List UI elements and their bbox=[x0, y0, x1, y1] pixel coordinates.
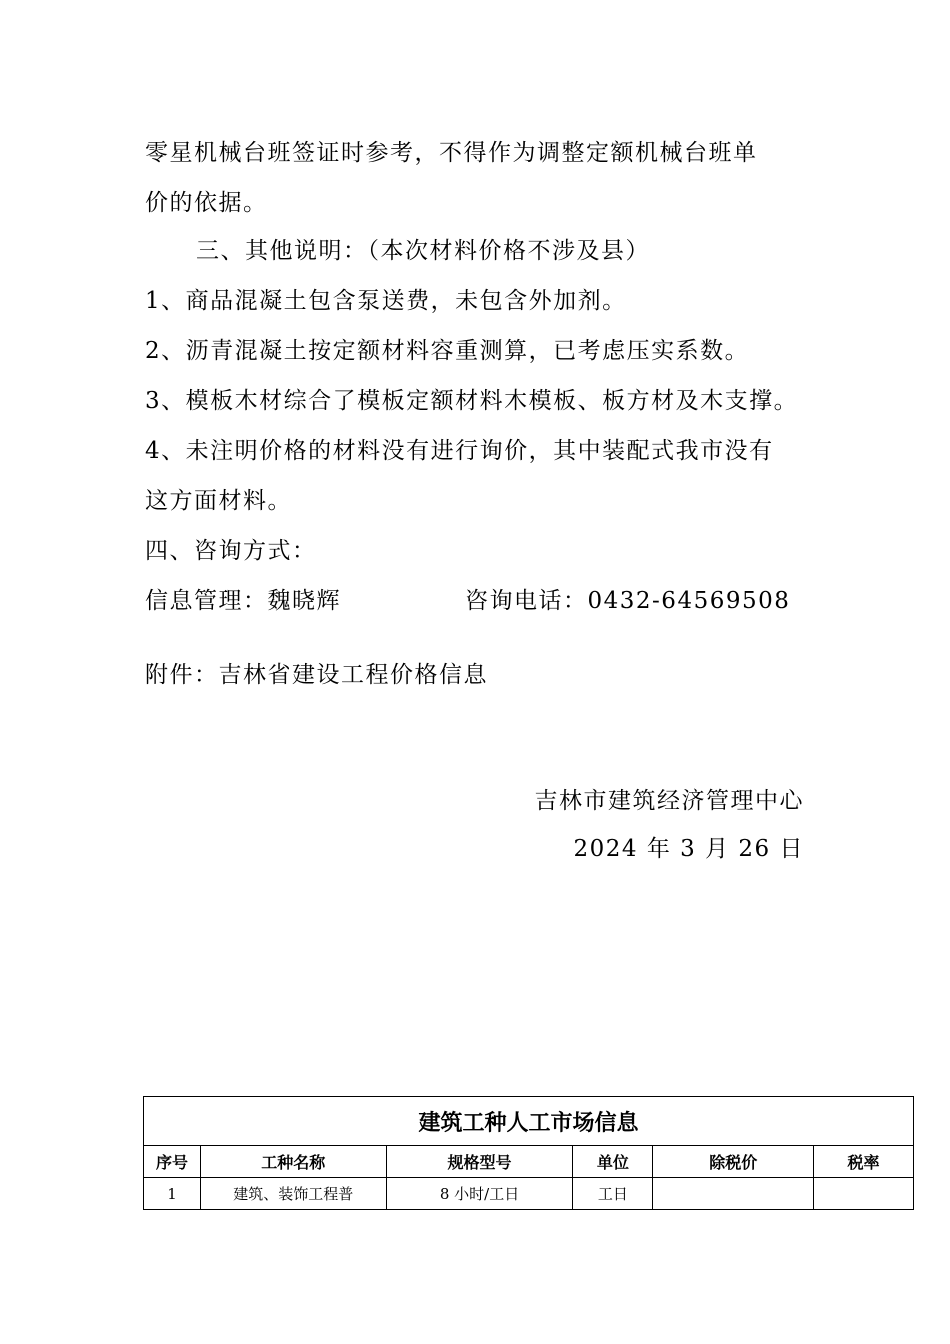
column-header-tax-rate: 税率 bbox=[814, 1146, 914, 1178]
table-cell: 建筑、装饰工程普 bbox=[200, 1178, 386, 1210]
note-item-4: 4、未注明价格的材料没有进行询价，其中装配式我市没有 bbox=[145, 438, 774, 464]
column-header-trade: 工种名称 bbox=[200, 1146, 386, 1178]
note-item-3: 3、模板木材综合了模板定额材料木模板、板方材及木支撑。 bbox=[145, 388, 799, 414]
column-header-price-excl-tax: 除税价 bbox=[653, 1146, 814, 1178]
paragraph-line: 零星机械台班签证时参考，不得作为调整定额机械台班单 bbox=[145, 140, 758, 166]
table-cell bbox=[814, 1178, 914, 1210]
contact-manager: 信息管理：魏晓辉 bbox=[145, 588, 341, 614]
table-title: 建筑工种人工市场信息 bbox=[144, 1097, 914, 1146]
column-header-spec: 规格型号 bbox=[386, 1146, 573, 1178]
paragraph-line: 价的依据。 bbox=[145, 190, 268, 216]
table-row bbox=[144, 1178, 914, 1210]
section-heading-contact: 四、咨询方式： bbox=[145, 538, 317, 564]
table-cell: 8 小时/工日 bbox=[386, 1178, 573, 1210]
note-item-4-continued: 这方面材料。 bbox=[145, 488, 292, 514]
attachment-note: 附件：吉林省建设工程价格信息 bbox=[145, 662, 488, 688]
labor-market-table bbox=[143, 1096, 914, 1210]
column-header-index: 序号 bbox=[144, 1146, 201, 1178]
contact-phone: 咨询电话：0432-64569508 bbox=[465, 588, 791, 614]
note-item-2: 2、沥青混凝土按定额材料容重测算，已考虑压实系数。 bbox=[145, 338, 750, 364]
table-cell bbox=[653, 1178, 814, 1210]
section-heading-other-notes: 三、其他说明：（本次材料价格不涉及县） bbox=[196, 238, 650, 264]
signature-date: 2024 年 3 月 26 日 bbox=[573, 836, 804, 862]
table-cell: 1 bbox=[144, 1178, 201, 1210]
column-header-unit: 单位 bbox=[573, 1146, 653, 1178]
signature-organization: 吉林市建筑经济管理中心 bbox=[534, 788, 804, 814]
note-item-1: 1、商品混凝土包含泵送费，未包含外加剂。 bbox=[145, 288, 627, 314]
table-cell: 工日 bbox=[573, 1178, 653, 1210]
